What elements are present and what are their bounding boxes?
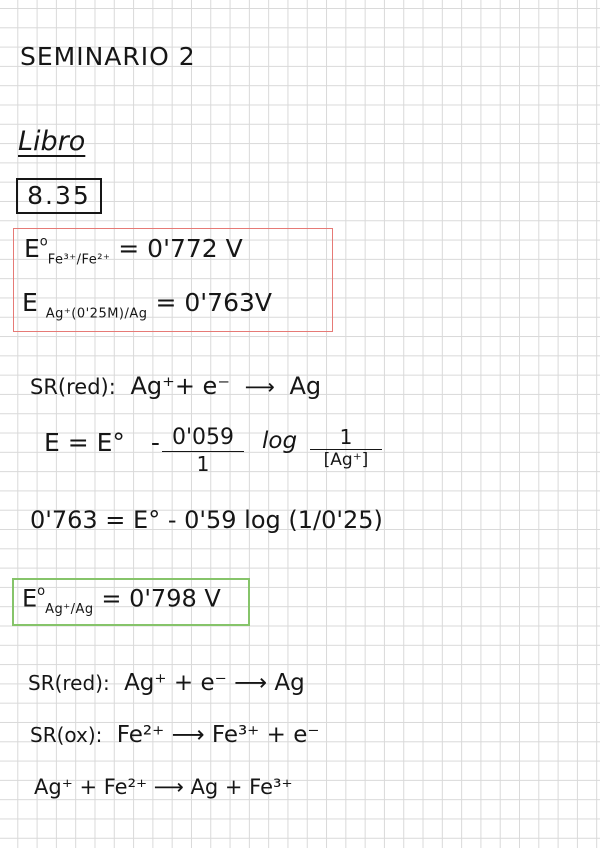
potential-symbol: E: [22, 584, 38, 613]
section-heading: Libro: [18, 126, 86, 157]
problem-number-box: 8.35: [16, 178, 102, 214]
calculation-line: 0'763 = E° - 0'59 log (1/0'25): [30, 506, 383, 534]
potential-value: = 0'798 V: [101, 584, 221, 613]
log-word: log: [262, 428, 298, 454]
fraction-numerator: 1: [310, 425, 382, 450]
reaction-reactant: Ag⁺+ e⁻: [130, 372, 230, 400]
nernst-lhs: [44, 428, 160, 457]
potential-value: = 0'772 V: [118, 234, 243, 263]
overall-reaction: Ag⁺ + Fe²⁺ ⟶ Ag + Fe³⁺: [34, 775, 293, 799]
reaction-arrow: ⟶: [244, 375, 275, 399]
half-reaction-label: SR(red):: [28, 671, 110, 695]
standard-superscript: o: [39, 234, 48, 250]
couple-subscript: Ag⁺/Ag: [45, 602, 94, 618]
given-potential-ag: [22, 288, 272, 322]
fraction-denominator: 1: [196, 452, 210, 476]
half-reaction-equation: Fe²⁺ ⟶ Fe³⁺ + e⁻: [116, 722, 320, 748]
standard-superscript: o: [37, 584, 46, 599]
given-potential-fe: [24, 234, 243, 268]
potential-value: = 0'763V: [155, 288, 272, 317]
reaction-product: Ag: [289, 372, 322, 400]
half-reaction-equation: Ag⁺ + e⁻ ⟶ Ag: [124, 670, 305, 696]
nernst-coefficient-fraction: [162, 425, 244, 476]
fraction-denominator: [Ag⁺]: [323, 450, 369, 470]
log-argument-fraction: [310, 425, 382, 470]
couple-subscript: Fe³⁺/Fe²⁺: [47, 252, 111, 268]
nernst-lhs-text: E = E°: [44, 428, 125, 457]
result-potential-ag: [22, 584, 221, 617]
fraction-numerator: 0'059: [162, 425, 244, 452]
page-title: SEMINARIO 2: [20, 42, 196, 71]
half-reaction-label: SR(red):: [30, 375, 116, 399]
nernst-minus: -: [150, 428, 160, 457]
potential-symbol: E: [22, 288, 38, 317]
half-reaction-label: SR(ox):: [30, 723, 103, 747]
couple-subscript: Ag⁺(0'25M)/Ag: [45, 306, 148, 322]
half-reaction-oxidation: [30, 722, 320, 748]
reduction-half-reaction-line: [30, 372, 321, 400]
potential-symbol: E: [24, 234, 40, 263]
half-reaction-reduction: [28, 670, 305, 696]
